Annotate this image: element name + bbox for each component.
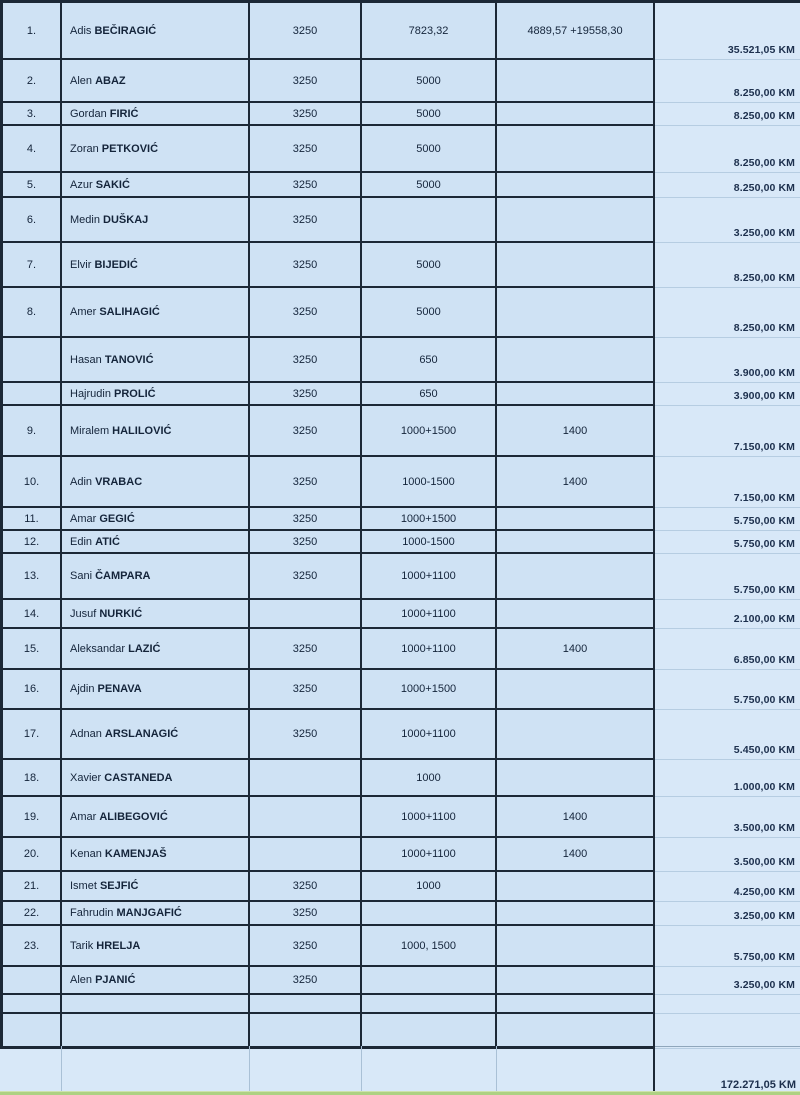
first-name: Amar xyxy=(70,810,100,823)
payments-cell: 1000-1500 xyxy=(362,457,497,506)
table-row xyxy=(3,670,653,710)
name-cell xyxy=(62,508,250,529)
extra-amount-cell: 1400 xyxy=(562,424,588,437)
payments-cell: 5000 xyxy=(362,126,497,171)
base-amount-cell: 3250 xyxy=(250,243,362,286)
row-total-amount: 5.750,00 KM xyxy=(733,951,795,963)
first-name: Alen xyxy=(70,974,96,986)
name-cell xyxy=(62,872,250,900)
row-number-cell: 6. xyxy=(3,198,62,241)
row-total-cell xyxy=(655,967,800,995)
surname: FIRIĆ xyxy=(109,107,139,120)
row-total-amount: 8.250,00 KM xyxy=(733,182,795,194)
base-amount-cell: 3250 xyxy=(250,554,362,598)
payments-cell xyxy=(362,902,497,924)
name-cell xyxy=(62,926,250,965)
surname: LAZIĆ xyxy=(128,642,161,655)
first-name: Aleksandar xyxy=(70,642,129,655)
table-row xyxy=(3,383,653,406)
payments-cell: 1000+1100 xyxy=(362,838,497,870)
payments-cell: 5000 xyxy=(362,243,497,286)
payments-cell xyxy=(362,1014,497,1046)
extra-amount-cell xyxy=(497,288,653,336)
first-name: Fahrudin xyxy=(70,907,117,919)
first-name: Azur xyxy=(70,178,96,191)
first-name: Xavier xyxy=(70,771,105,784)
extra-amount-cell xyxy=(497,60,653,101)
base-amount-cell: 3250 xyxy=(250,926,362,965)
payments-cell xyxy=(362,995,497,1012)
first-name: Gordan xyxy=(70,107,110,120)
name-cell xyxy=(62,629,250,668)
name-cell xyxy=(62,338,250,381)
row-total-cell xyxy=(655,838,800,872)
name-cell xyxy=(62,902,250,924)
extra-amount-cell: 1400 xyxy=(562,848,588,860)
table-row xyxy=(3,1014,653,1049)
base-amount-cell xyxy=(250,600,362,627)
row-total-amount: 8.250,00 KM xyxy=(733,272,795,284)
row-number-cell: 19. xyxy=(3,797,62,836)
payments-cell: 1000+1100 xyxy=(362,797,497,836)
row-total-cell xyxy=(655,126,800,173)
payments-cell: 1000 xyxy=(362,760,497,795)
name-cell xyxy=(62,103,250,124)
extra-amount-cell xyxy=(497,383,653,404)
base-amount-cell: 3250 xyxy=(250,710,362,758)
extra-amount-cell xyxy=(497,967,653,993)
payments-cell: 5000 xyxy=(362,288,497,336)
name-cell xyxy=(62,457,250,506)
surname: MANJGAFIĆ xyxy=(116,907,182,919)
first-name: Kenan xyxy=(70,848,105,860)
surname: SAKIĆ xyxy=(95,178,130,191)
surname: KAMENJAŠ xyxy=(104,848,167,860)
base-amount-cell: 3250 xyxy=(250,338,362,381)
row-number-cell xyxy=(3,995,62,1012)
payments-cell: 650 xyxy=(362,338,497,381)
row-total-amount: 8.250,00 KM xyxy=(733,157,795,169)
totals-column xyxy=(655,0,800,1049)
row-total-amount: 3.250,00 KM xyxy=(733,979,795,991)
table-row xyxy=(3,60,653,103)
payments-cell: 1000+1100 xyxy=(362,554,497,598)
extra-amount-cell xyxy=(497,338,653,381)
row-total-amount: 8.250,00 KM xyxy=(733,87,795,99)
first-name: Amar xyxy=(70,512,100,525)
row-total-amount: 5.750,00 KM xyxy=(733,515,795,527)
row-total-amount: 5.750,00 KM xyxy=(733,694,795,706)
row-number-cell: 17. xyxy=(3,710,62,758)
name-cell xyxy=(62,406,250,455)
base-amount-cell: 3250 xyxy=(250,198,362,241)
extra-amount-cell xyxy=(497,554,653,598)
base-amount-cell: 3250 xyxy=(250,531,362,552)
extra-amount-cell: 1400 xyxy=(562,475,588,488)
row-number-cell: 8. xyxy=(3,288,62,336)
row-number-cell xyxy=(3,967,62,993)
first-name: Ismet xyxy=(70,880,100,892)
table-row xyxy=(3,531,653,554)
surname: TANOVIĆ xyxy=(104,353,154,366)
first-name: Ajdin xyxy=(70,683,98,695)
base-amount-cell xyxy=(250,995,362,1012)
row-total-amount: 3.500,00 KM xyxy=(733,822,795,834)
surname: ALIBEGOVIĆ xyxy=(99,810,168,823)
row-number-cell: 5. xyxy=(3,173,62,196)
surname: VRABAC xyxy=(95,475,143,488)
row-total-amount: 4.250,00 KM xyxy=(733,886,795,898)
row-number-cell: 15. xyxy=(3,629,62,668)
payments-cell xyxy=(362,967,497,993)
payments-cell: 5000 xyxy=(362,103,497,124)
base-amount-cell xyxy=(250,760,362,795)
row-number-cell: 13. xyxy=(3,554,62,598)
extra-amount-cell: 1400 xyxy=(562,810,588,823)
extra-amount-cell xyxy=(497,760,653,795)
row-total-cell xyxy=(655,902,800,926)
row-number-cell: 4. xyxy=(3,126,62,171)
surname: HRELJA xyxy=(96,939,141,952)
footer-cell xyxy=(497,1046,655,1091)
first-name: Adnan xyxy=(70,728,105,740)
row-total-cell xyxy=(655,797,800,838)
payments-cell: 5000 xyxy=(362,173,497,196)
table-row xyxy=(3,173,653,198)
payments-cell: 5000 xyxy=(362,60,497,101)
table-row xyxy=(3,710,653,760)
row-total-cell xyxy=(655,554,800,600)
first-name: Medin xyxy=(70,213,104,226)
row-number-cell: 23. xyxy=(3,926,62,965)
row-total-cell xyxy=(655,926,800,967)
row-total-cell xyxy=(655,243,800,288)
row-number-cell xyxy=(3,1014,62,1046)
row-total-cell xyxy=(655,531,800,554)
table-row xyxy=(3,902,653,926)
row-total-amount: 8.250,00 KM xyxy=(733,322,795,334)
row-total-cell xyxy=(655,198,800,243)
row-number-cell: 2. xyxy=(3,60,62,101)
name-cell xyxy=(62,670,250,708)
row-total-cell xyxy=(655,600,800,629)
name-cell xyxy=(62,797,250,836)
payments-cell: 1000+1500 xyxy=(362,670,497,708)
base-amount-cell: 3250 xyxy=(250,406,362,455)
name-cell xyxy=(62,3,250,58)
payments-cell: 650 xyxy=(362,383,497,404)
name-cell xyxy=(62,60,250,101)
name-cell xyxy=(62,243,250,286)
row-total-amount: 8.250,00 KM xyxy=(733,110,795,122)
row-total-cell xyxy=(655,710,800,760)
name-cell xyxy=(62,600,250,627)
base-amount-cell xyxy=(250,838,362,870)
footer-cell xyxy=(250,1046,362,1091)
footer-cell xyxy=(362,1046,497,1091)
row-total-amount: 7.150,00 KM xyxy=(733,492,795,504)
surname: GEGIĆ xyxy=(99,512,135,525)
surname: CASTANEDA xyxy=(104,771,173,784)
first-name: Alen xyxy=(70,74,96,87)
table-row xyxy=(3,103,653,126)
surname: PETKOVIĆ xyxy=(101,142,159,155)
surname: ČAMPARA xyxy=(95,570,151,582)
row-total-cell xyxy=(655,760,800,797)
row-total-amount: 3.250,00 KM xyxy=(733,227,795,239)
row-total-amount: 35.521,05 KM xyxy=(727,44,795,56)
row-total-amount: 3.900,00 KM xyxy=(733,390,795,402)
first-name: Amer xyxy=(70,306,100,318)
row-number-cell: 21. xyxy=(3,872,62,900)
row-total-cell xyxy=(655,173,800,198)
surname: DUŠKAJ xyxy=(103,213,149,226)
name-cell xyxy=(62,126,250,171)
first-name: Adin xyxy=(70,475,96,488)
name-cell xyxy=(62,383,250,404)
first-name: Sani xyxy=(70,570,96,582)
row-total-cell xyxy=(655,629,800,670)
row-total-cell xyxy=(655,457,800,508)
row-total-cell xyxy=(655,508,800,531)
grand-total-amount: 172.271,05 KM xyxy=(720,1079,796,1091)
row-total-amount: 7.150,00 KM xyxy=(733,441,795,453)
row-total-amount: 5.750,00 KM xyxy=(733,584,795,596)
grand-total-cell xyxy=(655,1046,800,1091)
base-amount-cell: 3250 xyxy=(250,629,362,668)
name-cell xyxy=(62,967,250,993)
extra-amount-cell xyxy=(497,531,653,552)
table-row xyxy=(3,629,653,670)
first-name: Adis xyxy=(70,24,95,37)
surname: SEJFIĆ xyxy=(99,880,139,892)
table-row xyxy=(3,967,653,995)
base-amount-cell: 3250 xyxy=(250,508,362,529)
base-amount-cell xyxy=(250,1014,362,1046)
extra-amount-cell xyxy=(497,710,653,758)
surname: PENAVA xyxy=(97,683,142,695)
extra-amount-cell xyxy=(497,198,653,241)
row-total-amount: 2.100,00 KM xyxy=(733,613,795,625)
payments-cell: 1000+1500 xyxy=(362,508,497,529)
base-amount-cell: 3250 xyxy=(250,457,362,506)
row-number-cell xyxy=(3,338,62,381)
table-row xyxy=(3,508,653,531)
row-number-cell: 22. xyxy=(3,902,62,924)
payments-cell: 7823,32 xyxy=(362,3,497,58)
payments-cell xyxy=(362,198,497,241)
row-total-amount: 3.900,00 KM xyxy=(733,367,795,379)
first-name: Hajrudin xyxy=(70,387,115,400)
row-number-cell: 9. xyxy=(3,406,62,455)
table-row xyxy=(3,126,653,173)
first-name: Hasan xyxy=(70,353,105,366)
extra-amount-cell xyxy=(497,926,653,965)
footer-cell xyxy=(62,1046,250,1091)
extra-amount-cell xyxy=(497,600,653,627)
row-number-cell: 12. xyxy=(3,531,62,552)
row-number-cell: 20. xyxy=(3,838,62,870)
base-amount-cell: 3250 xyxy=(250,126,362,171)
base-amount-cell: 3250 xyxy=(250,670,362,708)
row-number-cell: 11. xyxy=(3,508,62,529)
row-number-cell xyxy=(3,383,62,404)
table-row xyxy=(3,198,653,243)
base-amount-cell: 3250 xyxy=(250,902,362,924)
name-cell xyxy=(62,995,250,1012)
footer-section xyxy=(0,1046,800,1091)
row-total-cell xyxy=(655,406,800,457)
row-total-cell xyxy=(655,288,800,338)
table-row xyxy=(3,760,653,797)
first-name: Tarik xyxy=(70,939,97,952)
row-total-amount: 3.500,00 KM xyxy=(733,856,795,868)
row-number-cell: 10. xyxy=(3,457,62,506)
row-total-cell xyxy=(655,3,800,60)
table-row xyxy=(3,797,653,838)
footer-cell xyxy=(0,1046,62,1091)
row-total-amount: 5.750,00 KM xyxy=(733,538,795,550)
row-number-cell: 1. xyxy=(3,3,62,58)
surname: BEČIRAGIĆ xyxy=(94,24,157,37)
table-row xyxy=(3,288,653,338)
name-cell xyxy=(62,710,250,758)
payments-cell: 1000, 1500 xyxy=(362,926,497,965)
row-total-cell xyxy=(655,383,800,406)
green-divider xyxy=(0,1091,800,1095)
base-amount-cell: 3250 xyxy=(250,967,362,993)
name-cell xyxy=(62,288,250,336)
row-number-cell: 14. xyxy=(3,600,62,627)
name-cell xyxy=(62,838,250,870)
table-row xyxy=(3,926,653,967)
row-total-cell xyxy=(655,60,800,103)
extra-amount-cell: 1400 xyxy=(562,642,588,655)
row-number-cell: 7. xyxy=(3,243,62,286)
table-row xyxy=(3,995,653,1014)
row-total-amount: 6.850,00 KM xyxy=(733,654,795,666)
first-name: Miralem xyxy=(70,424,113,437)
row-total-amount: 5.450,00 KM xyxy=(733,744,795,756)
base-amount-cell: 3250 xyxy=(250,383,362,404)
name-cell xyxy=(62,760,250,795)
name-cell xyxy=(62,1014,250,1046)
row-total-amount: 1.000,00 KM xyxy=(733,781,795,793)
surname: PROLIĆ xyxy=(114,387,156,400)
base-amount-cell xyxy=(250,797,362,836)
extra-amount-cell xyxy=(497,1014,653,1046)
row-total-cell xyxy=(655,1014,800,1049)
row-total-cell xyxy=(655,103,800,126)
table-row xyxy=(3,554,653,600)
table-row xyxy=(3,838,653,872)
table-row xyxy=(3,457,653,508)
table-row xyxy=(3,600,653,629)
footer-left-cells xyxy=(0,1046,655,1091)
table-row xyxy=(3,406,653,457)
first-name: Jusuf xyxy=(70,607,100,620)
base-amount-cell: 3250 xyxy=(250,288,362,336)
table-row xyxy=(3,872,653,902)
payments-cell: 1000+1100 xyxy=(362,710,497,758)
name-cell xyxy=(62,531,250,552)
name-cell xyxy=(62,198,250,241)
payments-cell: 1000+1500 xyxy=(362,406,497,455)
extra-amount-cell xyxy=(497,902,653,924)
base-amount-cell: 3250 xyxy=(250,872,362,900)
name-cell xyxy=(62,173,250,196)
extra-amount-cell xyxy=(497,995,653,1012)
surname: SALIHAGIĆ xyxy=(99,306,160,318)
row-total-cell xyxy=(655,670,800,710)
row-total-cell xyxy=(655,338,800,383)
extra-amount-cell xyxy=(497,508,653,529)
name-cell xyxy=(62,554,250,598)
extra-amount-cell xyxy=(497,243,653,286)
table-row xyxy=(3,3,653,60)
row-number-cell: 18. xyxy=(3,760,62,795)
extra-amount-cell xyxy=(497,103,653,124)
table-row xyxy=(3,338,653,383)
base-amount-cell: 3250 xyxy=(250,60,362,101)
surname: PJANIĆ xyxy=(95,974,136,986)
extra-amount-cell xyxy=(497,173,653,196)
payments-cell: 1000 xyxy=(362,872,497,900)
payments-cell: 1000+1100 xyxy=(362,600,497,627)
payments-cell: 1000+1100 xyxy=(362,629,497,668)
surname: HALILOVIĆ xyxy=(112,424,172,437)
base-amount-cell: 3250 xyxy=(250,3,362,58)
row-total-cell xyxy=(655,872,800,902)
extra-amount-cell xyxy=(497,872,653,900)
first-name: Zoran xyxy=(70,142,102,155)
table-row xyxy=(3,243,653,288)
extra-amount-cell xyxy=(497,670,653,708)
surname: BIJEDIĆ xyxy=(94,258,138,271)
surname: NURKIĆ xyxy=(99,607,143,620)
row-number-cell: 16. xyxy=(3,670,62,708)
first-name: Edin xyxy=(70,535,96,548)
row-number-cell: 3. xyxy=(3,103,62,124)
base-amount-cell: 3250 xyxy=(250,103,362,124)
surname: ARSLANAGIĆ xyxy=(104,728,179,740)
surname: ATIĆ xyxy=(95,535,120,548)
payments-cell: 1000-1500 xyxy=(362,531,497,552)
surname: ABAZ xyxy=(95,74,126,87)
extra-amount-cell: 4889,57 +19558,30 xyxy=(527,24,623,37)
first-name: Elvir xyxy=(70,258,95,271)
row-total-cell xyxy=(655,995,800,1014)
extra-amount-cell xyxy=(497,126,653,171)
base-amount-cell: 3250 xyxy=(250,173,362,196)
row-total-amount: 3.250,00 KM xyxy=(733,910,795,922)
